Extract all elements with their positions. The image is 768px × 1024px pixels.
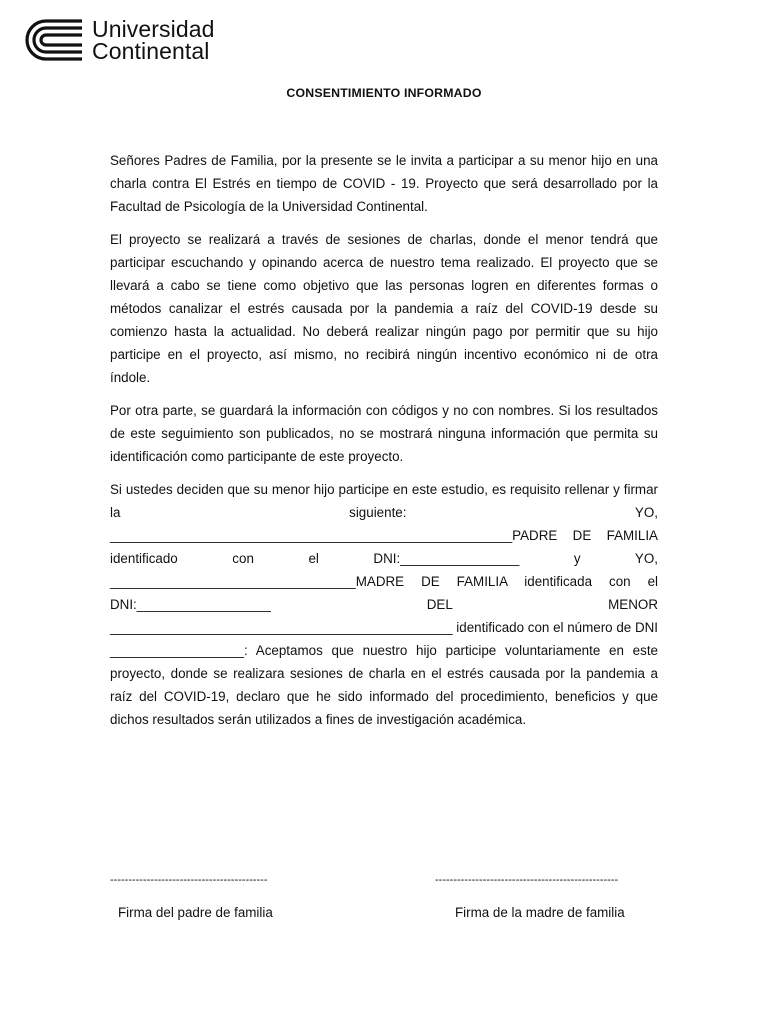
paragraph-invitation: Señores Padres de Familia, por la presente se le invita a participar a su menor hijo en una charla contra El Estrés en tiempo de COVID - 19. Proyecto que será desarrollado por la Facultad de Psicología de la Universidad Continental. [110,153,658,214]
university-name-line1: Universidad [92,16,215,42]
paragraph-confidentiality: Por otra parte, se guardará la información con códigos y no con nombres. Si los resultados de este seguimiento son publicados, no se mostrará ninguna información que permita su identificación como participante de este proyecto. [110,403,658,464]
father-signature-label: Firma del padre de familia [118,905,273,920]
paragraph-project-description: El proyecto se realizará a través de sesiones de charlas, donde el menor tendrá que participar escuchando y opinando acerca de nuestro tema realizado. El proyecto que se llevará a cabo se tiene como objetivo que las personas logren en diferentes formas o métodos canalizar el estrés causada por la pandemia a raíz del COVID-19 desde su comienzo hasta la actualidad. No deberá realizar ningún pago por permitir que su hijo participe en el proyecto, así mismo, no recibirá ningún incentivo económico ni de otra índole. [110,232,658,385]
mother-signature-label: Firma de la madre de familia [455,905,625,920]
university-name [92,18,215,62]
document-body [110,149,658,731]
document-title: CONSENTIMIENTO INFORMADO [286,86,482,100]
father-signature-line: ------------------------------------------- [110,874,268,886]
university-name-line2: Continental [92,38,210,64]
university-logo-icon [24,18,84,62]
paragraph-consent-form: Si ustedes deciden que su menor hijo participe en este estudio, es requisito rellenar y firmar la siguiente: YO, ______________________________________________________PADRE DE FAMILIA identificado con el DNI:________________ y YO, _________________________________MADRE DE FAMILIA identificada con el DNI:__________________ DEL MENOR ______________________________________________ identificado con el número de DNI __________________: Aceptamos que nuestro hijo participe voluntariamente en este proyecto, donde se realizara sesiones de charla en el estrés causada por la pandemia a raíz del COVID-19, declaro que he sido informado del procedimiento, beneficios y que dichos resultados serán utilizados a fines de investigación académica. [110,482,659,727]
university-logo [24,18,215,62]
mother-signature-line: -------------------------------------------------- [435,874,619,886]
